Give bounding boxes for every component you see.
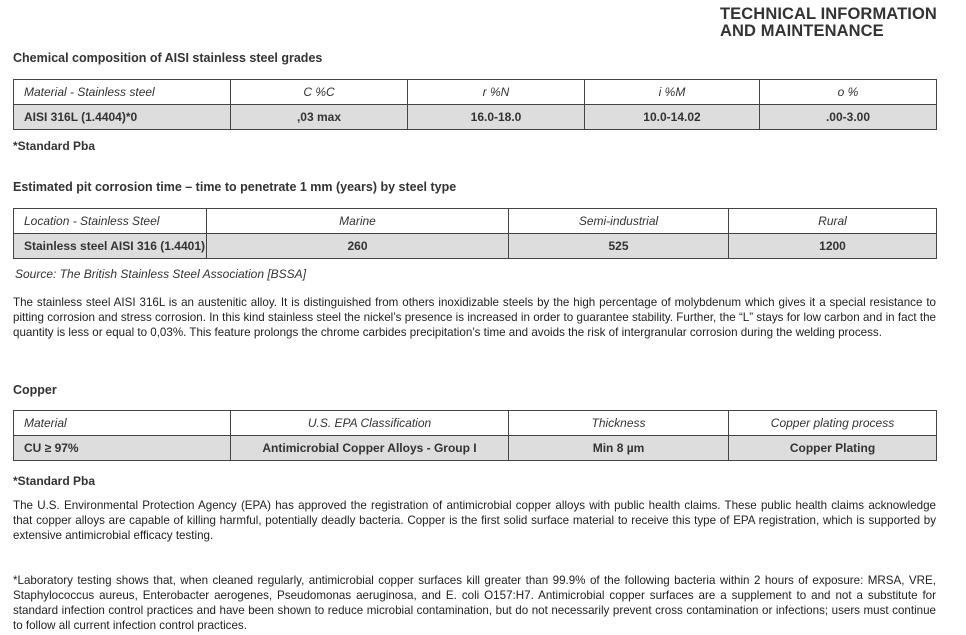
table-header-row bbox=[14, 209, 937, 234]
table-cell: 10.0-14.02 bbox=[585, 105, 760, 130]
column-header: Rural bbox=[729, 209, 937, 234]
table-cell: AISI 316L (1.4404)*0 bbox=[14, 105, 231, 130]
table-cell: 525 bbox=[509, 234, 729, 259]
column-header: Material - Stainless steel bbox=[14, 80, 231, 105]
table-cell: 16.0-18.0 bbox=[408, 105, 585, 130]
table-header-row bbox=[14, 411, 937, 436]
standard-note: *Standard Pba bbox=[13, 139, 96, 153]
column-header: Thickness bbox=[509, 411, 729, 436]
table-cell: CU ≥ 97% bbox=[14, 436, 231, 461]
column-header: C %C bbox=[231, 80, 408, 105]
header-title-line2: AND MAINTENANCE bbox=[720, 22, 884, 40]
column-header: Marine bbox=[207, 209, 509, 234]
copper-description-paragraph: The U.S. Environmental Protection Agency (EPA) has approved the registration of antimicrobial copper alloys with public health claims. These public health claims acknowledge that copper alloys are capable of killing harmful, potentially deadly bacteria. Copper is the first solid surface material to receive this type of EPA registration, which is supported by extensive antimicrobial efficacy testing. bbox=[13, 499, 936, 542]
table-row bbox=[14, 105, 937, 130]
section3-title: Copper bbox=[13, 383, 57, 397]
table-row bbox=[14, 436, 937, 461]
table-row bbox=[14, 234, 937, 259]
section1-title: Chemical composition of AISI stainless steel grades bbox=[13, 51, 323, 65]
column-header: U.S. EPA Classification bbox=[231, 411, 509, 436]
column-header: i %M bbox=[585, 80, 760, 105]
copper-table bbox=[13, 410, 937, 461]
table-cell: ,03 max bbox=[231, 105, 408, 130]
column-header: Material bbox=[14, 411, 231, 436]
header-title-line1: TECHNICAL INFORMATION bbox=[720, 5, 937, 23]
table-cell: .00-3.00 bbox=[760, 105, 937, 130]
laboratory-footnote: *Laboratory testing shows that, when cleaned regularly, antimicrobial copper surfaces kill greater than 99.9% of the following bacteria within 2 hours of exposure: MRSA, VRE, Staphylococcus aureus, Enterobacter aerogenes, Pseudomonas aeruginosa, and E. coli O157:H7. Antimicrobial copper surfaces are a supplement to and not a substitute for standard infection control practices and have been shown to reduce microbial contamination, but do not necessarily prevent cross contamination or infections; users must continue to follow all current infection control practices. bbox=[13, 574, 936, 632]
table-cell: Copper Plating bbox=[729, 436, 937, 461]
table-cell: Stainless steel AISI 316 (1.4401) bbox=[14, 234, 207, 259]
table-cell: 260 bbox=[207, 234, 509, 259]
table-cell: Min 8 µm bbox=[509, 436, 729, 461]
page-header bbox=[720, 6, 937, 40]
column-header: Copper plating process bbox=[729, 411, 937, 436]
table-cell: Antimicrobial Copper Alloys - Group I bbox=[231, 436, 509, 461]
source-note: Source: The British Stainless Steel Association [BSSA] bbox=[15, 267, 307, 281]
table-header-row bbox=[14, 80, 937, 105]
column-header: r %N bbox=[408, 80, 585, 105]
steel-description-paragraph: The stainless steel AISI 316L is an austenitic alloy. It is distinguished from others inoxidizable steels by the high percentage of molybdenum which gives it a special resistance to pitting corrosion and stress corrosion. In this kind stainless steel the nickel’s presence is increased in order to guarantee stability. Further, the “L” stays for low carbon and in fact the quantity is less or equal to 0,03%. This feature prolongs the chrome carbides precipitation’s time and avoids the risk of intergranular corrosion during the welding process. bbox=[13, 296, 936, 339]
column-header: Location - Stainless Steel bbox=[14, 209, 207, 234]
column-header: Semi-industrial bbox=[509, 209, 729, 234]
column-header: o % bbox=[760, 80, 937, 105]
table-cell: 1200 bbox=[729, 234, 937, 259]
section2-title: Estimated pit corrosion time – time to penetrate 1 mm (years) by steel type bbox=[13, 180, 457, 194]
corrosion-table bbox=[13, 208, 937, 259]
composition-table bbox=[13, 79, 937, 130]
standard-note: *Standard Pba bbox=[13, 474, 96, 488]
